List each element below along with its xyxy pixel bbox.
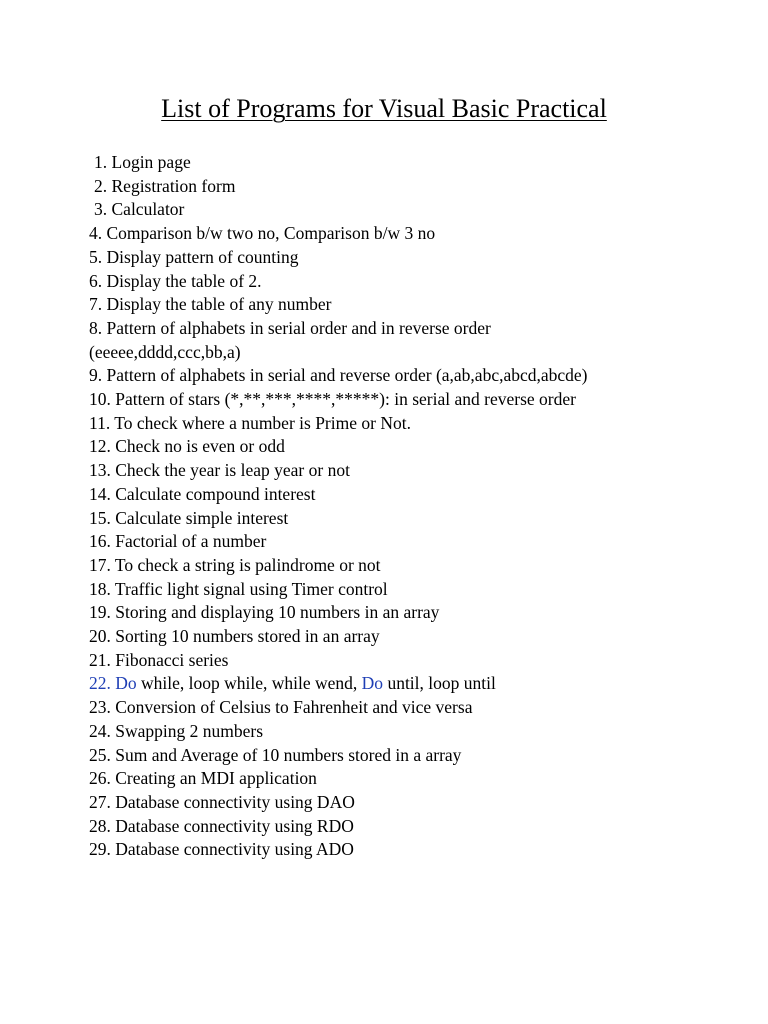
list-item — [89, 483, 588, 507]
list-item — [89, 317, 588, 341]
list-item-text: 24. Swapping 2 numbers — [89, 720, 264, 741]
list-item — [89, 435, 588, 459]
list-item-text: 3. Calculator — [94, 199, 185, 220]
list-item — [89, 744, 588, 768]
program-list — [89, 151, 588, 862]
list-item-text: 6. Display the table of 2. — [89, 270, 262, 291]
list-item — [89, 364, 588, 388]
list-item — [89, 649, 588, 673]
list-item-text: 25. Sum and Average of 10 numbers stored in a array — [89, 744, 462, 765]
list-item — [89, 672, 588, 696]
list-item — [89, 530, 588, 554]
list-item — [89, 720, 588, 744]
list-item — [89, 578, 588, 602]
list-item-text: 29. Database connectivity using ADO — [89, 839, 354, 860]
list-item — [89, 388, 588, 412]
list-item-text: 2. Registration form — [94, 175, 236, 196]
list-item-text: 26. Creating an MDI application — [89, 768, 317, 789]
list-item — [89, 815, 588, 839]
list-item-text: 18. Traffic light signal using Timer control — [89, 578, 388, 599]
list-item-text: 12. Check no is even or odd — [89, 436, 285, 457]
list-item-text: 21. Fibonacci series — [89, 649, 229, 670]
list-item — [89, 838, 588, 862]
list-item-continuation — [89, 341, 588, 365]
list-item-text: 19. Storing and displaying 10 numbers in an array — [89, 602, 440, 623]
list-item-text: 14. Calculate compound interest — [89, 483, 316, 504]
list-item-text: 15. Calculate simple interest — [89, 507, 289, 528]
list-item-keyword: 22. Do — [89, 673, 137, 694]
list-item-text: 28. Database connectivity using RDO — [89, 815, 354, 836]
list-item-text: 10. Pattern of stars (*,**,***,****,*****): in serial and reverse order — [89, 389, 576, 410]
list-item — [89, 151, 588, 175]
list-item — [89, 198, 588, 222]
list-item-text: 11. To check where a number is Prime or Not. — [89, 412, 411, 433]
list-item-text: (eeeee,dddd,ccc,bb,a) — [89, 341, 241, 362]
list-item — [89, 412, 588, 436]
list-item-text: 1. Login page — [94, 152, 191, 172]
list-item-text: 7. Display the table of any number — [89, 294, 332, 315]
list-item — [89, 601, 588, 625]
list-item — [89, 507, 588, 531]
list-item-text: 13. Check the year is leap year or not — [89, 460, 350, 481]
list-item — [89, 459, 588, 483]
list-item — [89, 767, 588, 791]
list-item-text: 4. Comparison b/w two no, Comparison b/w 3 no — [89, 223, 436, 244]
list-item-text: 16. Factorial of a number — [89, 531, 267, 552]
list-item-text: 20. Sorting 10 numbers stored in an array — [89, 626, 380, 647]
list-item — [89, 293, 588, 317]
list-item — [89, 270, 588, 294]
list-item — [89, 791, 588, 815]
page-title: List of Programs for Visual Basic Practical — [161, 94, 607, 123]
list-item — [89, 222, 588, 246]
list-item — [89, 554, 588, 578]
list-item-text: 5. Display pattern of counting — [89, 246, 299, 267]
list-item-text: 27. Database connectivity using DAO — [89, 791, 355, 812]
list-item-text: 17. To check a string is palindrome or not — [89, 554, 381, 575]
list-item-text: 23. Conversion of Celsius to Fahrenheit and vice versa — [89, 697, 473, 718]
list-item-keyword: Do — [361, 673, 384, 694]
list-item-text: until, loop until — [383, 673, 496, 694]
list-item-text: 8. Pattern of alphabets in serial order and in reverse order — [89, 317, 491, 338]
list-item-text: while, loop while, while wend, — [136, 673, 362, 694]
list-item — [89, 246, 588, 270]
list-item — [89, 696, 588, 720]
list-item — [89, 625, 588, 649]
list-item-text: 9. Pattern of alphabets in serial and reverse order (a,ab,abc,abcd,abcde) — [89, 365, 588, 386]
list-item — [89, 175, 588, 199]
